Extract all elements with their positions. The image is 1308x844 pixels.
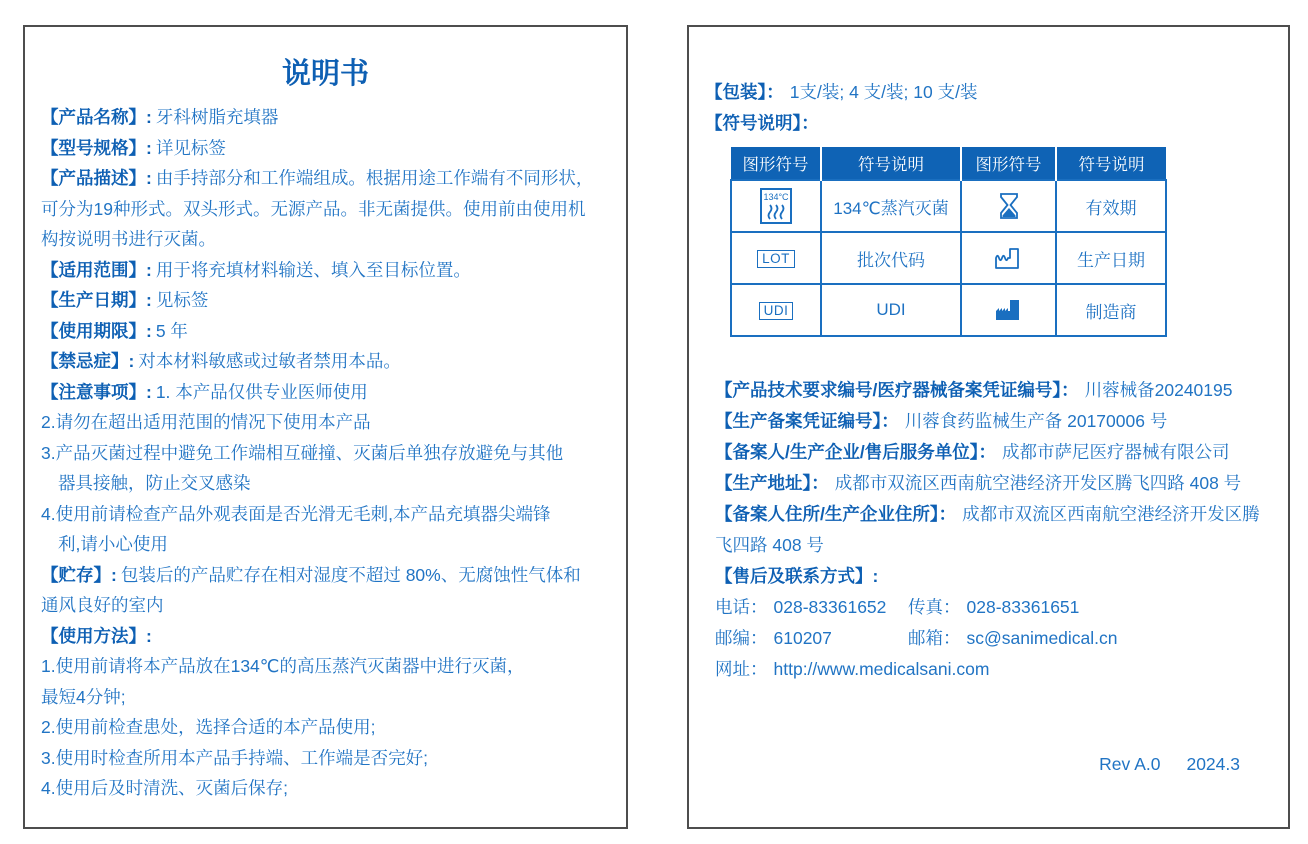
contact-pair: [715, 592, 908, 623]
manufacturer-factory-icon: [961, 284, 1056, 336]
table-row: [731, 232, 1166, 284]
svg-text:134°C: 134°C: [763, 192, 789, 202]
field-value: 川蓉食药监械生产备 20170006 号: [904, 411, 1168, 431]
table-header-cell: 图形符号: [961, 147, 1056, 180]
table-header-cell: 符号说明: [821, 147, 961, 180]
manufacture-date-factory-icon: [961, 232, 1056, 284]
field-value: 包装后的产品贮存在相对湿度不超过 80%、无腐蚀性气体和: [120, 564, 581, 585]
field-value: 构按说明书进行灭菌。: [41, 229, 216, 249]
symbol-description: 制造商: [1056, 284, 1166, 336]
doc-line: [715, 437, 1272, 468]
doc-line: [41, 773, 610, 804]
doc-line: [41, 590, 610, 621]
field-label: 【包装】：: [705, 82, 784, 102]
field-value: 见标签: [155, 290, 209, 310]
field-value: 2.请勿在超出适用范围的情况下使用本产品: [41, 412, 371, 432]
field-value: 1支/装; 4 支/装; 10 支/装: [789, 82, 978, 102]
field-value: 028-83361652: [773, 597, 887, 617]
field-value: http://www.medicalsani.com: [773, 659, 990, 679]
symbols-table: [730, 147, 1167, 337]
doc-line: [41, 529, 610, 560]
field-label: 【贮存】:: [41, 564, 117, 585]
field-value: 器具接触，防止交叉感染: [58, 473, 251, 493]
field-label: 【产品技术要求编号/医疗器械备案凭证编号】：: [715, 380, 1079, 400]
field-label: 【生产备案凭证编号】：: [715, 411, 899, 431]
field-value: 川蓉械备20240195: [1084, 380, 1233, 400]
doc-line: [41, 346, 610, 377]
symbol-description: 134℃蒸汽灭菌: [821, 180, 961, 232]
packaging-line: [705, 77, 1272, 108]
field-value: 3.产品灭菌过程中避免工作端相互碰撞、灭菌后单独存放避免与其他: [41, 442, 564, 463]
field-label: 【适用范围】:: [41, 259, 152, 280]
field-value: 610207: [773, 628, 832, 648]
field-value: 成都市双流区西南航空港经济开发区腾: [962, 504, 1260, 524]
revision-date: 2024.3: [1186, 754, 1240, 774]
symbols-heading: [705, 108, 1272, 139]
field-value: 1. 本产品仅供专业医师使用: [155, 381, 368, 402]
contact-pair: [715, 654, 989, 685]
revision-footer: [1099, 754, 1240, 775]
field-value: 可分为19种形式。双头形式。无源产品。非无菌提供。使用前由使用机: [41, 198, 586, 219]
field-value: 1.使用前请将本产品放在134℃的高压蒸汽灭菌器中进行灭菌，: [41, 656, 525, 676]
doc-line: [41, 163, 610, 194]
field-label: 【售后及联系方式】:: [715, 566, 879, 586]
contact-pair: [908, 592, 1079, 623]
field-label: 邮编：: [715, 628, 768, 648]
registration-info-block: [705, 375, 1272, 592]
field-value: 对本材料敏感或过敏者禁用本品。: [138, 351, 401, 371]
doc-line: [41, 682, 610, 713]
doc-line: [41, 743, 610, 774]
field-label: 【生产地址】：: [715, 473, 829, 493]
doc-line: [41, 133, 610, 164]
field-value: sc@sanimedical.cn: [966, 628, 1118, 648]
symbol-description: 生产日期: [1056, 232, 1166, 284]
field-label: 传真：: [908, 597, 961, 617]
doc-line: [41, 712, 610, 743]
table-header-cell: 符号说明: [1056, 147, 1166, 180]
doc-line: [715, 561, 1272, 592]
doc-line: [41, 194, 610, 225]
field-value: 5 年: [155, 320, 188, 341]
field-value: 最短4分钟;: [41, 686, 126, 707]
field-label: 网址：: [715, 659, 768, 679]
field-value: 4.使用前请检查产品外观表面是否光滑无毛刺,本产品充填器尖端锋: [41, 503, 551, 524]
field-label: 电话：: [715, 597, 768, 617]
hourglass-expiry-icon: [961, 180, 1056, 232]
doc-line: [41, 438, 610, 469]
field-label: 【备案人住所/生产企业住所】：: [715, 504, 957, 524]
doc-line: [41, 621, 610, 652]
right-text-block: [689, 27, 1288, 685]
doc-line: [41, 651, 610, 682]
doc-line: [41, 468, 610, 499]
field-value: 4.使用后及时清洗、灭菌后保存;: [41, 778, 288, 798]
table-row: [731, 284, 1166, 336]
contact-block: [705, 592, 1272, 685]
contact-row: [715, 592, 1272, 623]
doc-line: [715, 468, 1272, 499]
symbol-description: 有效期: [1056, 180, 1166, 232]
field-value: 牙科树脂充填器: [155, 107, 279, 127]
doc-line: [715, 375, 1272, 406]
field-value: 利,请小心使用: [58, 534, 168, 554]
page-left: [23, 25, 628, 829]
lot-symbol: LOT: [757, 250, 795, 268]
steam-sterilization-134c-icon: [731, 180, 821, 232]
field-label: 【注意事项】:: [41, 381, 152, 402]
contact-pair: [908, 623, 1118, 654]
doc-line: [715, 530, 1272, 561]
table-row: [731, 180, 1166, 232]
field-value: 由手持部分和工作端组成。根据用途工作端有不同形状，: [155, 168, 594, 188]
field-label: 【产品名称】:: [41, 107, 152, 127]
doc-line: [41, 255, 610, 286]
doc-line: [41, 560, 610, 591]
page-right: [687, 25, 1290, 829]
doc-line: [41, 102, 610, 133]
udi-symbol: UDI: [759, 302, 794, 320]
field-label: 【符号说明】：: [705, 113, 819, 133]
field-label: 【使用期限】:: [41, 320, 152, 341]
field-value: 飞四路 408 号: [715, 535, 824, 555]
page-title: 说明书: [281, 58, 369, 90]
revision-label: Rev A.0: [1099, 754, 1161, 774]
doc-line: [41, 499, 610, 530]
symbol-description: 批次代码: [821, 232, 961, 284]
symbols-table-header: [731, 147, 1166, 180]
doc-line: [41, 377, 610, 408]
contact-pair: [715, 623, 908, 654]
field-value: 详见标签: [155, 137, 226, 158]
field-label: 邮箱：: [908, 628, 961, 648]
doc-line: [41, 224, 610, 255]
doc-line: [41, 316, 610, 347]
field-value: 成都市萨尼医疗器械有限公司: [1001, 442, 1230, 462]
doc-line: [41, 407, 610, 438]
field-value: 通风良好的室内: [41, 595, 164, 615]
field-label: 【生产日期】:: [41, 290, 152, 310]
field-label: 【使用方法】:: [41, 625, 152, 646]
doc-line: [41, 285, 610, 316]
field-value: 2.使用前检查患处，选择合适的本产品使用;: [41, 717, 376, 737]
doc-line: [715, 406, 1272, 437]
table-header-cell: 图形符号: [731, 147, 821, 180]
contact-row: [715, 623, 1272, 654]
field-label: 【型号规格】:: [41, 137, 152, 158]
symbol-description: UDI: [821, 284, 961, 336]
field-label: 【禁忌症】:: [41, 351, 135, 371]
field-label: 【产品描述】:: [41, 168, 152, 188]
field-value: 3.使用时检查所用本产品手持端、工作端是否完好;: [41, 747, 428, 768]
contact-row: [715, 654, 1272, 685]
left-text-block: [25, 102, 626, 804]
field-value: 028-83361651: [966, 597, 1080, 617]
field-value: 用于将充填材料输送、填入至目标位置。: [155, 259, 471, 280]
field-value: 成都市双流区西南航空港经济开发区腾飞四路 408 号: [834, 473, 1242, 493]
doc-line: [715, 499, 1272, 530]
field-label: 【备案人/生产企业/售后服务单位】：: [715, 442, 996, 462]
symbol-code-box: [731, 232, 821, 284]
symbol-code-box: [731, 284, 821, 336]
